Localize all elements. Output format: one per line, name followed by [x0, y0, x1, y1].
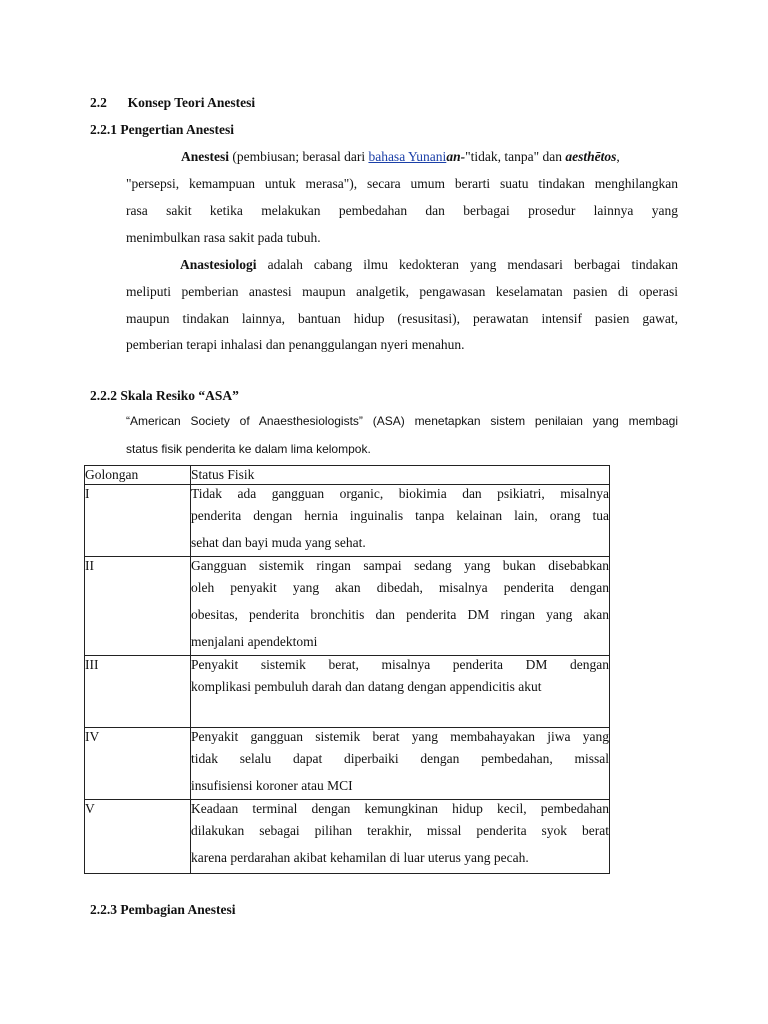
table-row: [85, 485, 610, 557]
table-row: [85, 728, 610, 800]
header-golongan: Golongan: [85, 466, 191, 485]
row-golongan: IV: [85, 728, 191, 800]
term-anestesi: Anestesi: [181, 149, 229, 164]
section-title: Konsep Teori Anestesi: [127, 95, 256, 110]
section-number: 2.2.1: [90, 122, 117, 137]
para1-line3: rasa sakit ketika melakukan pembedahan dan berbagai prosedur lainnya yang: [126, 203, 678, 218]
section-number: 2.2: [90, 95, 107, 110]
section-2-2-3-heading: [90, 902, 236, 918]
para2-line2: meliputi pemberian anastesi maupun analgetik, pengawasan keselamatan pasien di operasi: [126, 284, 678, 299]
para2-line1: Anastesiologi adalah cabang ilmu kedokteran yang mendasari berbagai tindakan: [180, 257, 678, 272]
asa-intro-line2: status fisik penderita ke dalam lima kelompok.: [126, 442, 371, 456]
header-status-fisik: Status Fisik: [191, 466, 610, 485]
table-row: [85, 656, 610, 728]
table-row: [85, 557, 610, 656]
table-row: [85, 800, 610, 874]
link-bahasa-yunani[interactable]: bahasa Yunani: [368, 149, 447, 164]
row-golongan: V: [85, 800, 191, 874]
row-status: Penyakit gangguan sistemik berat yang membahayakan jiwa yang tidak selalu dapat diperbaiki dengan pembedahan, missal insufisiensi koroner atau MCI: [191, 728, 610, 800]
section-2-2-2-heading: [90, 388, 239, 404]
section-title: Skala Resiko “ASA”: [120, 388, 239, 403]
para1-line1: Anestesi (pembiusan; berasal dari bahasa Yunanian-"tidak, tanpa" dan aesthētos,: [181, 149, 620, 164]
para1-line2: "persepsi, kemampuan untuk merasa"), secara umum berarti suatu tindakan menghilangkan: [126, 176, 678, 191]
section-title: Pengertian Anestesi: [120, 122, 234, 137]
row-golongan: I: [85, 485, 191, 557]
para1-line4: menimbulkan rasa sakit pada tubuh.: [126, 230, 321, 245]
section-title: Pembagian Anestesi: [120, 902, 236, 917]
row-status: Gangguan sistemik ringan sampai sedang yang bukan disebabkan oleh penyakit yang akan dibedah, misalnya penderita dengan obesitas, penderita bronchitis dan penderita DM ringan yang akan menjalani apendektomi: [191, 557, 610, 656]
section-number: 2.2.2: [90, 388, 117, 403]
asa-table: [84, 465, 610, 874]
para2-line4: pemberian terapi inhalasi dan penanggulangan nyeri menahun.: [126, 337, 465, 352]
row-golongan: II: [85, 557, 191, 656]
section-2-2-1-heading: [90, 122, 234, 138]
row-golongan: III: [85, 656, 191, 728]
term-anastesiologi: Anastesiologi: [180, 257, 257, 272]
section-number: 2.2.3: [90, 902, 117, 917]
row-status: Penyakit sistemik berat, misalnya penderita DM dengan komplikasi pembuluh darah dan datang dengan appendicitis akut: [191, 656, 610, 728]
section-2-2-heading: [90, 95, 255, 111]
row-status: Keadaan terminal dengan kemungkinan hidup kecil, pembedahan dilakukan sebagai pilihan terakhir, missal penderita syok berat karena perdarahan akibat kehamilan di luar uterus yang pecah.: [191, 800, 610, 874]
row-status: Tidak ada gangguan organic, biokimia dan psikiatri, misalnya penderita dengan hernia inguinalis tanpa kelainan lain, orang tua sehat dan bayi muda yang sehat.: [191, 485, 610, 557]
asa-intro-line1: “American Society of Anaesthesiologists” (ASA) menetapkan sistem penilaian yang membagi: [126, 414, 678, 428]
para2-line3: maupun tindakan lainnya, bantuan hidup (resusitasi), perawatan intensif pasien gawat,: [126, 311, 678, 326]
table-header-row: [85, 466, 610, 485]
